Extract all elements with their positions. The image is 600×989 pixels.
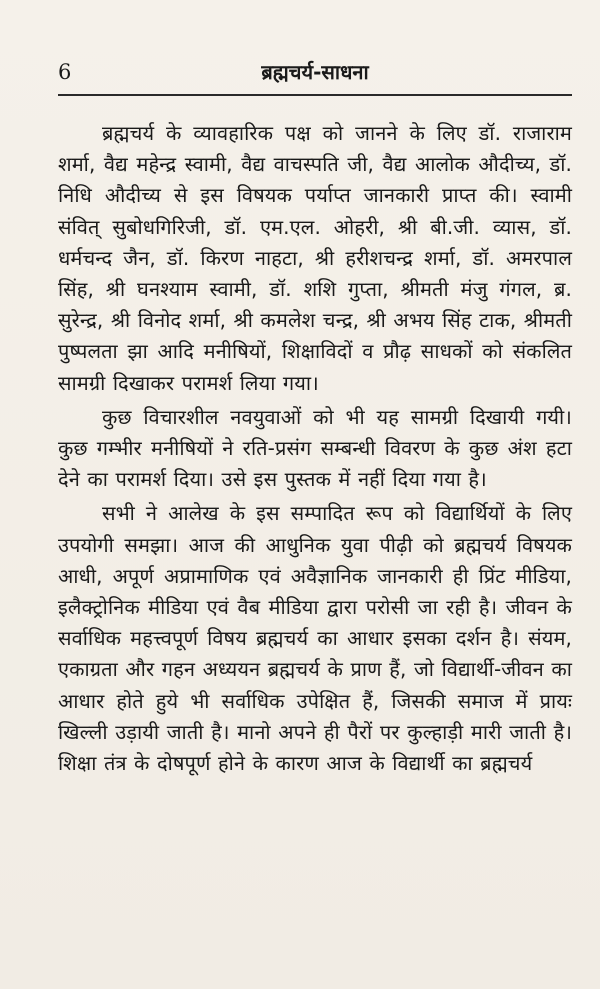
page-header [58,60,572,96]
page-number: 6 [58,60,72,84]
running-title: ब्रह्मचर्य-साधना [261,60,369,84]
page-content [58,118,572,779]
paragraph-1: ब्रह्मचर्य के व्यावहारिक पक्ष को जानने के लिए डॉ. राजाराम शर्मा, वैद्य महेन्द्र स्वामी, वैद्य वाचस्पति जी, वैद्य आलोक औदीच्य, डॉ. निधि औदीच्य से इस विषयक पर्याप्त जानकारी प्राप्त की। स्वामी संवित् सुबोधगिरिजी, डॉ. एम.एल. ओहरी, श्री बी.जी. व्यास, डॉ. धर्मचन्द जैन, डॉ. किरण नाहटा, श्री हरीशचन्द्र शर्मा, डॉ. अमरपाल सिंह, श्री घनश्याम स्वामी, डॉ. शशि गुप्ता, श्रीमती मंजु गंगल, ब्र. सुरेन्द्र, श्री विनोद शर्मा, श्री कमलेश चन्द्र, श्री अभय सिंह टाक, श्रीमती पुष्पलता झा आदि मनीषियों, शिक्षाविदों व प्रौढ़ साधकों को संकलित सामग्री दिखाकर परामर्श लिया गया। [58,121,572,395]
paragraph-2: कुछ विचारशील नवयुवाओं को भी यह सामग्री दिखायी गयी। कुछ गम्भीर मनीषियों ने रति-प्रसंग सम्बन्धी विवरण के कुछ अंश हटा देने का परामर्श दिया। उसे इस पुस्तक में नहीं दिया गया है। [58,404,572,492]
paragraph-3: सभी ने आलेख के इस सम्पादित रूप को विद्यार्थियों के लिए उपयोगी समझा। आज की आधुनिक युवा पीढ़ी को ब्रह्मचर्य विषयक आधी, अपूर्ण अप्रामाणिक एवं अवैज्ञानिक जानकारी ही प्रिंट मीडिया, इलैक्ट्रोनिक मीडिया एवं वैब मीडिया द्वारा परोसी जा रही है। जीवन के सर्वाधिक महत्त्वपूर्ण विषय ब्रह्मचर्य का आधार इसका दर्शन है। संयम, एकाग्रता और गहन अध्ययन ब्रह्मचर्य के प्राण हैं, जो विद्यार्थी-जीवन का आधार होते हुये भी सर्वाधिक उपेक्षित हैं, जिसकी समाज में प्रायः खिल्ली उड़ायी जाती है। मानो अपने ही पैरों पर कुल्हाड़ी मारी जाती है। शिक्षा तंत्र के दोषपूर्ण होने के कारण आज के विद्यार्थी का ब्रह्मचर्य [58,501,572,776]
